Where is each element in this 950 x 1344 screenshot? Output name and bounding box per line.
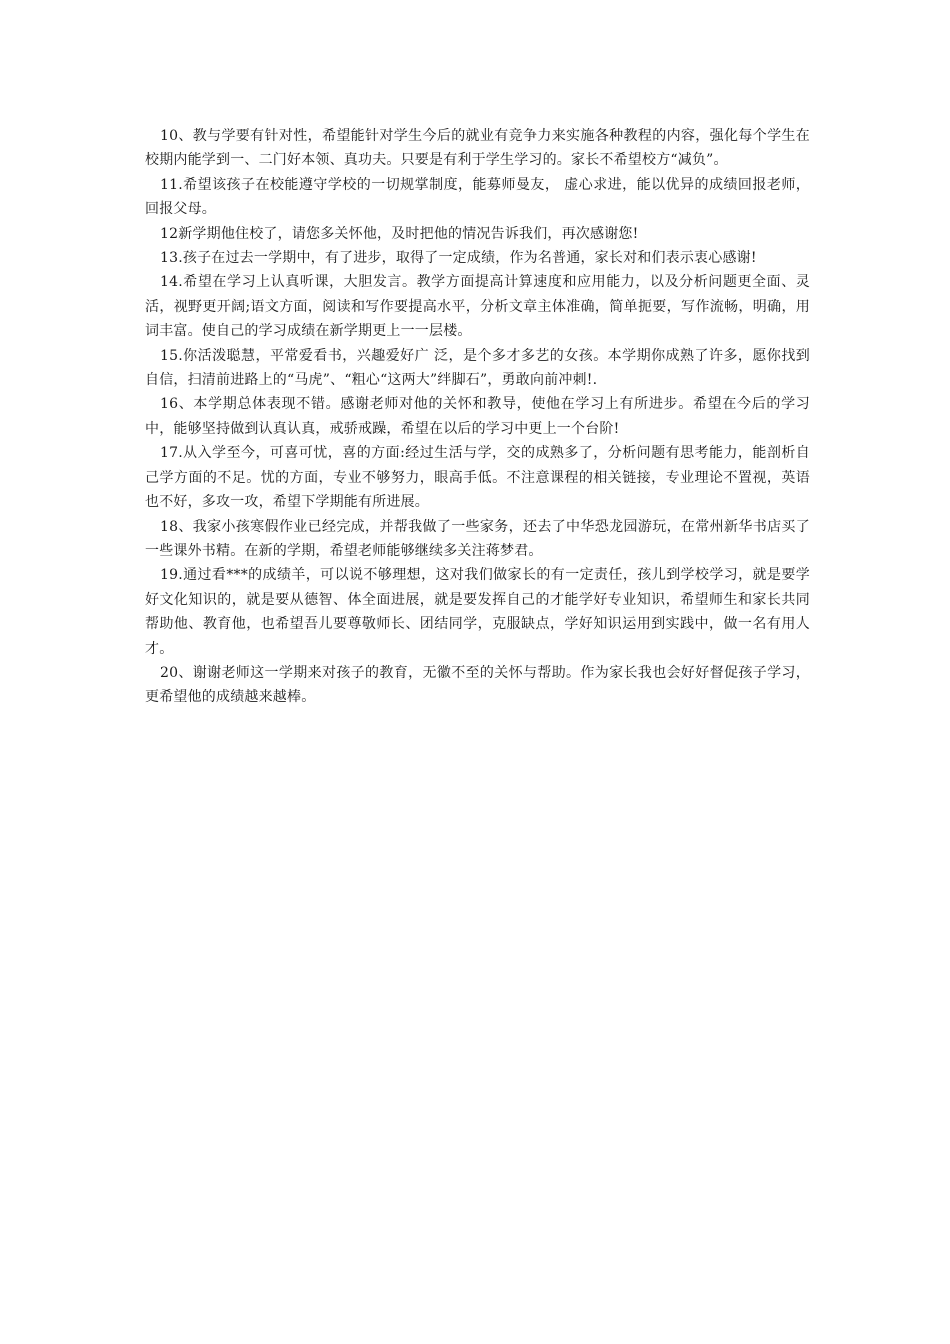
- paragraph-15: 15.你活泼聪慧，平常爱看书，兴趣爱好广 泛，是个多才多艺的女孩。本学期你成熟了许多，愿你找到自信，扫清前进路上的“马虎”、“粗心“这两大”绊脚石”，勇敢向前冲刺!.: [145, 347, 810, 389]
- paragraph-16: 16、本学期总体表现不错。感谢老师对他的关怀和教导，使他在学习上有所进步。希望在今后的学习中，能够坚持做到认真认真，戒骄戒躁，希望在以后的学习中更上一个台阶!: [145, 396, 810, 437]
- paragraph-11: 11.希望该孩子在校能遵守学校的一切规掌制度，能募师曼友， 虚心求进，能以优异的成绩回报老师，回报父母。: [145, 176, 810, 218]
- paragraph-13: 13.孩子在过去一学期中，有了进步，取得了一定成绩，作为名普通，家长对和们表示衷心感谢!: [160, 250, 757, 267]
- paragraph-14: 14.希望在学习上认真听课，大胆发言。教学方面提高计算速度和应用能力，以及分析问题更全面、灵活，视野更开阔;语文方面，阅读和写作要提高水平，分析文章主体准确，简单扼要，写作流畅，明确，用词丰富。使自己的学习成绩在新学期更上一一层楼。: [145, 274, 810, 340]
- paragraph-10: 10、教与学要有针对性，希望能针对学生今后的就业有竞争力来实施各种教程的内容，强化每个学生在校期内能学到一、二门好本领、真功夫。只要是有利于学生学习的。家长不希望校方“减负”。: [145, 128, 810, 169]
- paragraph-20: 20、谢谢老师这一学期来对孩子的教育，无徽不至的关怀与帮助。作为家长我也会好好督促孩子学习，更希望他的成绩越来越棒。: [145, 664, 810, 706]
- paragraph-17: 17.从入学至今，可喜可忧，喜的方面:经过生活与学，交的成熟多了，分析问题有思考能力，能剖析自己学方面的不足。忧的方面，专业不够努力，眼高手低。不注意课程的相关链接，专业理论不置视，英语也不好，多攻一攻，希望下学期能有所进展。: [145, 445, 810, 511]
- paragraph-18: 18、我家小孩寒假作业已经完成，并帮我做了一些家务，还去了中华恐龙园游玩，在常州新华书店买了一些课外书精。在新的学期，希望老师能够继续多关注蒋梦君。: [145, 518, 810, 559]
- paragraph-19: 19.通过看***的成绩羊，可以说不够理想，这对我们做家长的有一定责任，孩儿到学校学习，就是要学好文化知识的，就是要从德智、体全面进展，就是要发挥自己的才能学好专业知识，希望师生和家长共同帮助他、教育他，也希望吾儿要尊敬师长、团结同学，克服缺点，学好知识运用到实践中，做一名有用人才。: [145, 567, 810, 657]
- document-body: [145, 124, 810, 710]
- paragraph-12: 12新学期他住校了，请您多关怀他，及时把他的情况告诉我们，再次感谢您!: [160, 225, 639, 242]
